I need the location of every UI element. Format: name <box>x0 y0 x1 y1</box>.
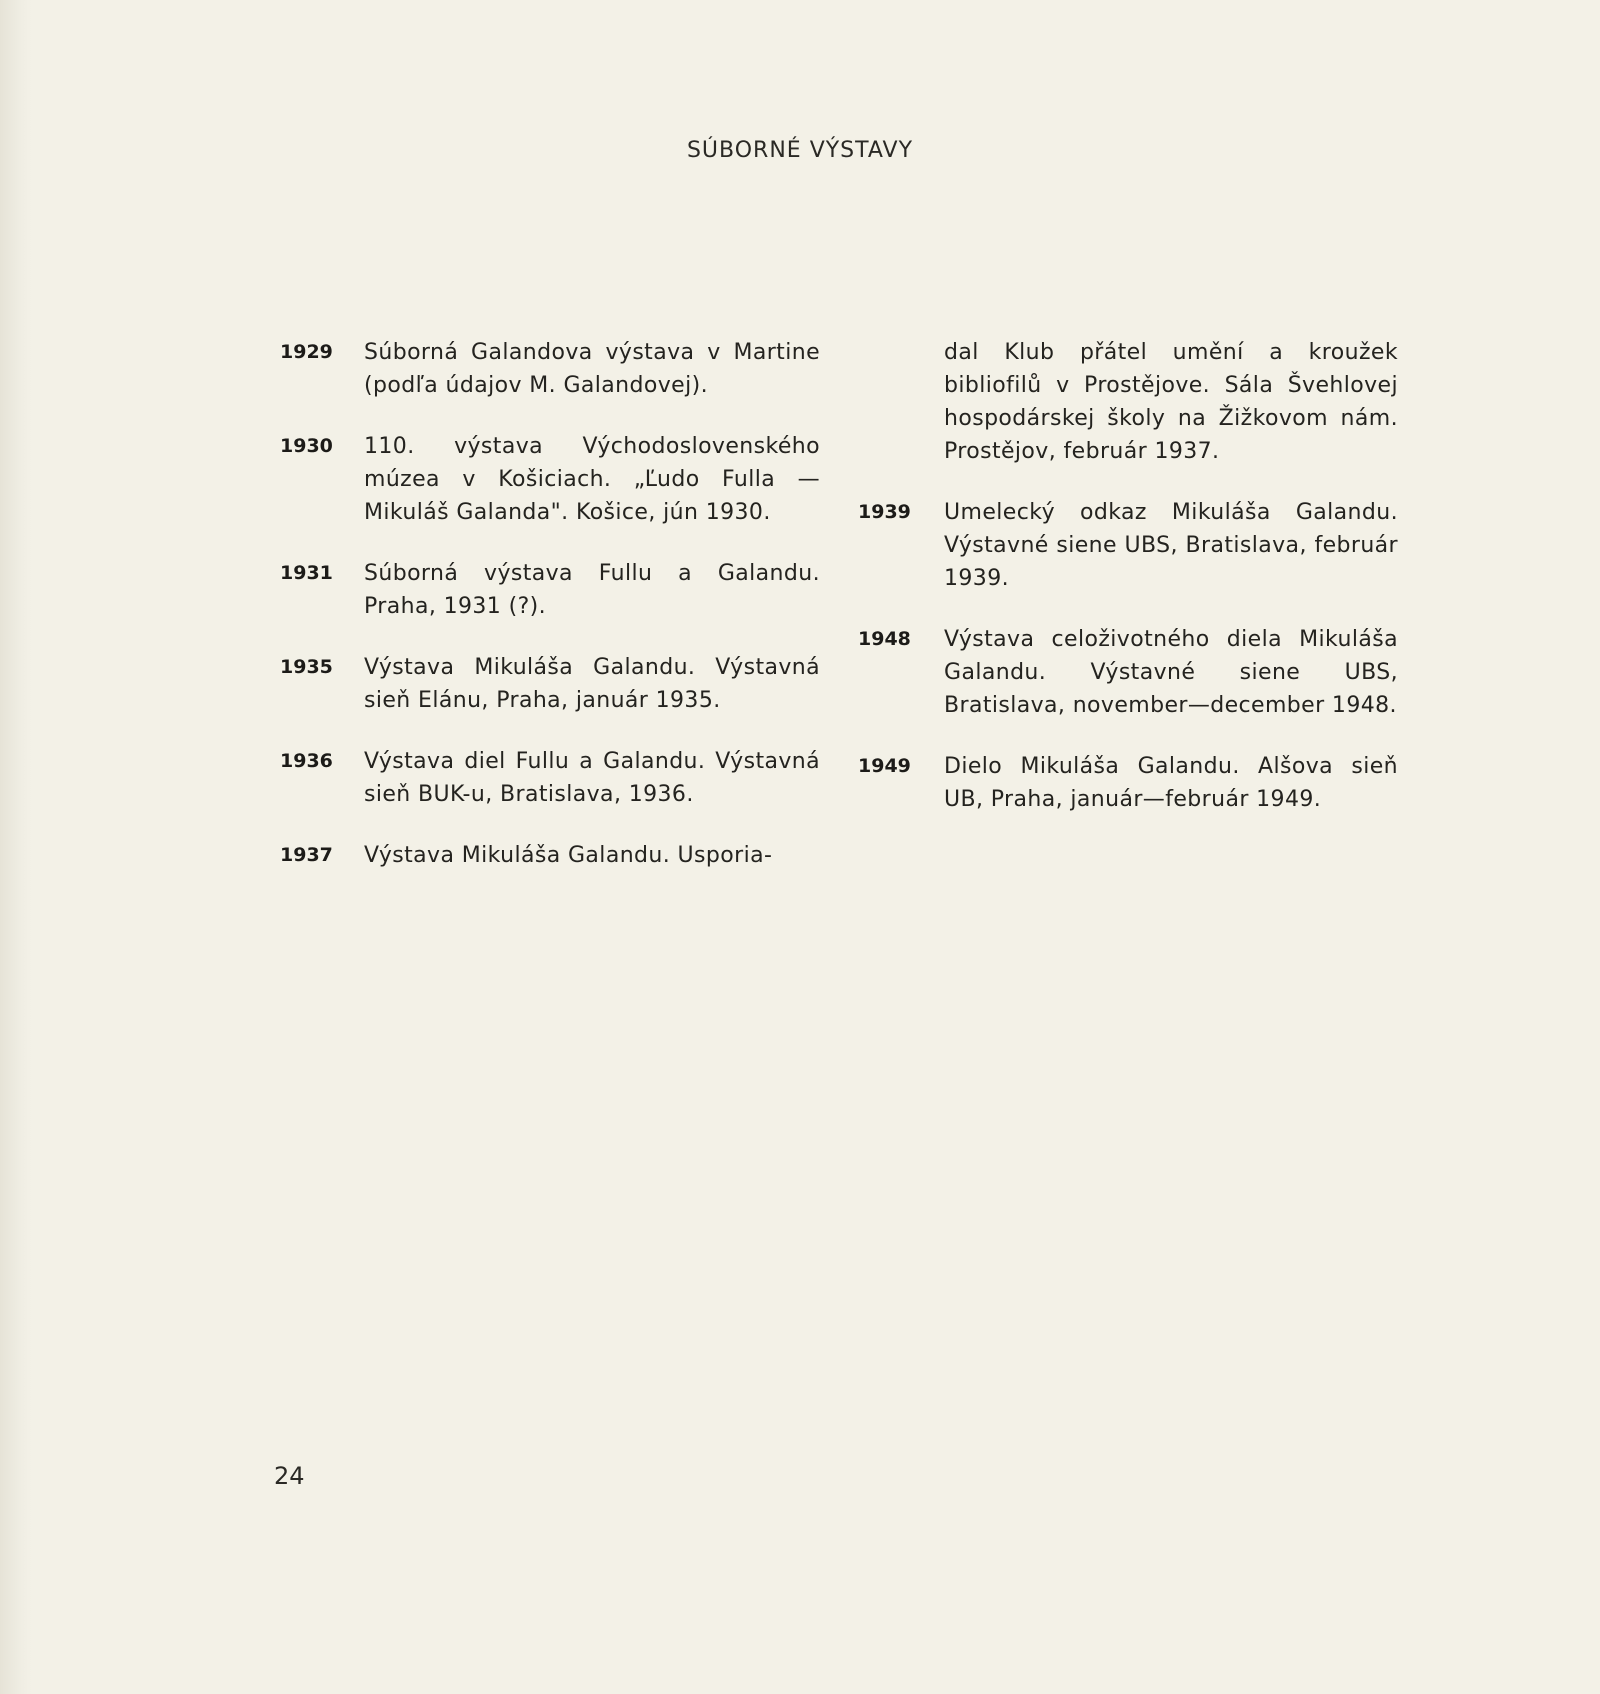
exhibition-entry <box>280 839 820 872</box>
entry-text: Výstava Mikuláša Galandu. Výstavná sieň Elánu, Praha, január 1935. <box>364 655 820 713</box>
entry-year: 1936 <box>280 750 333 772</box>
entry-year: 1937 <box>280 844 333 866</box>
entry-text: Súborná výstava Fullu a Galandu. Praha, 1931 (?). <box>364 561 820 619</box>
entry-year: 1948 <box>858 628 911 650</box>
left-column <box>280 336 820 900</box>
exhibition-entry <box>280 430 820 529</box>
right-column <box>858 336 1398 844</box>
entry-year: 1935 <box>280 656 333 678</box>
entry-text: Výstava celoživotného diela Mikuláša Galandu. Výstavné siene UBS, Bratislava, november—december 1948. <box>944 627 1398 718</box>
page-edge <box>0 0 32 1694</box>
entry-text: Výstava Mikuláša Galandu. Usporia- <box>364 843 773 868</box>
entry-year: 1939 <box>858 501 911 523</box>
exhibition-entry <box>858 750 1398 816</box>
page-title: SÚBORNÉ VÝSTAVY <box>686 138 914 163</box>
exhibition-entry <box>280 651 820 717</box>
exhibition-entry <box>280 557 820 623</box>
entry-year: 1931 <box>280 562 333 584</box>
entry-text: Dielo Mikuláša Galandu. Alšova sieň UB, Praha, január—február 1949. <box>944 754 1398 812</box>
entry-continuation-text: dal Klub přátel umění a kroužek bibliofilů v Prostějove. Sála Švehlovej hospodárskej školy na Žižkovom nám. Prostějov, február 1937. <box>944 340 1398 464</box>
exhibition-entry <box>858 496 1398 595</box>
entry-year: 1929 <box>280 341 333 363</box>
entry-year: 1949 <box>858 755 911 777</box>
entry-year: 1930 <box>280 435 333 457</box>
entry-text: Umelecký odkaz Mikuláša Galandu. Výstavné siene UBS, Bratislava, február 1939. <box>944 500 1398 591</box>
entry-text: Výstava diel Fullu a Galandu. Výstavná sieň BUK-u, Bratislava, 1936. <box>364 749 820 807</box>
exhibition-entry <box>858 623 1398 722</box>
entry-text: Súborná Galandova výstava v Martine (podľa údajov M. Galandovej). <box>364 340 820 398</box>
exhibition-entry <box>280 336 820 402</box>
exhibition-entry <box>280 745 820 811</box>
entry-text: 110. výstava Východoslovenského múzea v Košiciach. „Ľudo Fulla — Mikuláš Galanda". Košice, jún 1930. <box>364 434 820 525</box>
page-number: 24 <box>274 1462 305 1490</box>
